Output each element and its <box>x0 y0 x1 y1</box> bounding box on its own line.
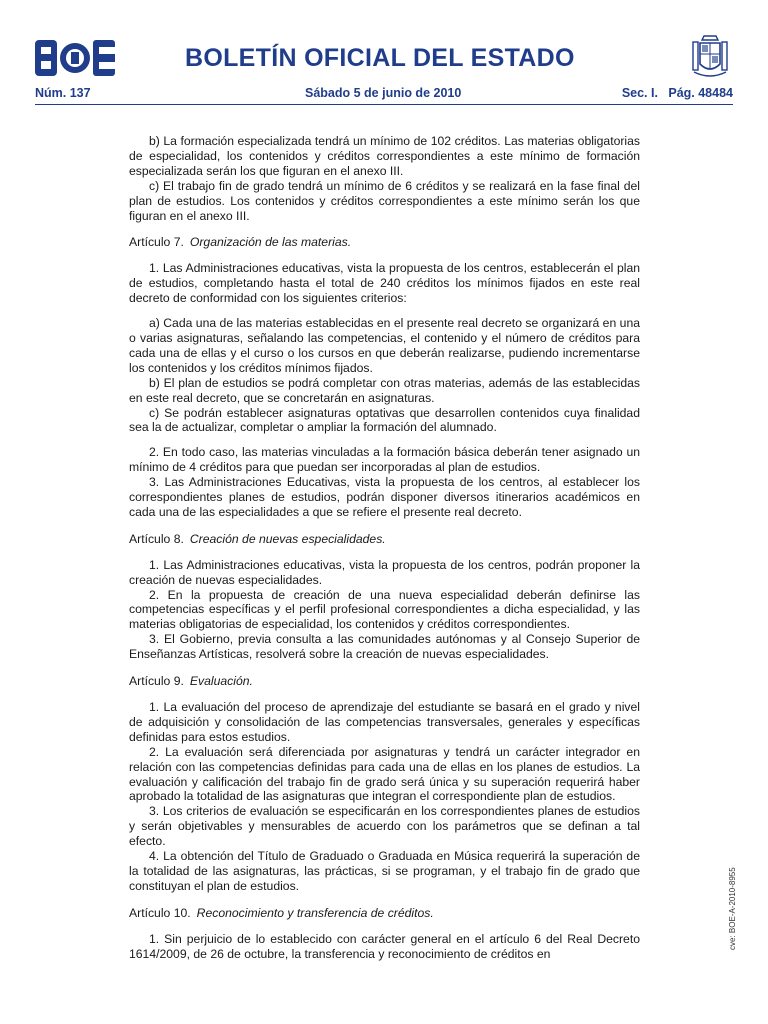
article-number: Artículo 8. <box>129 531 184 546</box>
article-heading <box>129 906 640 921</box>
article-title: Creación de nuevas especialidades. <box>189 531 386 546</box>
section-page: Sec. I. Pág. 48484 <box>621 86 733 100</box>
article-title: Evaluación. <box>189 674 253 689</box>
page-title: BOLETÍN OFICIAL DEL ESTADO <box>185 44 575 72</box>
paragraph: 2. En todo caso, las materias vinculadas a la formación básica deberán tener asignado un mínimo de 4 créditos para que puedan ser incorporadas al plan de estudios. <box>129 445 640 475</box>
paragraph: c) Se podrán establecer asignaturas optativas que desarrollen contenidos cuya finalidad sea la de actualizar, completar o ampliar la formación del alumnado. <box>129 405 640 435</box>
paragraph: 4. La obtención del Título de Graduado o Graduada en Música requerirá la superación de la totalidad de las asignaturas, las prácticas, si se programan, y el trabajo fin de grado que constituyan el plan de estudios. <box>129 849 640 893</box>
header-meta <box>35 86 733 104</box>
document-body <box>129 134 640 962</box>
article-number: Artículo 9. <box>129 674 184 689</box>
coat-of-arms-icon <box>690 34 730 80</box>
issue-date: Sábado 5 de junio de 2010 <box>305 86 462 100</box>
paragraph: b) El plan de estudios se podrá completar con otras materias, además de las establecidas en este real decreto, que se concretarán en asignaturas. <box>129 375 640 405</box>
article-heading <box>129 532 640 547</box>
paragraph: 2. La evaluación será diferenciada por asignaturas y tendrá un carácter integrador en relación con las competencias definidas para cada una de ellas en los planes de estudios. La evaluación y calificación del trabajo fin de grado será única y su superación requerirá haber aprobado la totalidad de las asignaturas que integran el correspondiente plan de estudios. <box>129 744 640 804</box>
paragraph: 1. Sin perjuicio de lo establecido con carácter general en el artículo 6 del Real Decreto 1614/2009, de 26 de octubre, la transferencia y reconocimiento de créditos en <box>129 931 640 961</box>
paragraph: 1. La evaluación del proceso de aprendizaje del estudiante se basará en el grado y nivel de adquisición y consolidación de las competencias transversales, generales y específicas definidas para estos estudios. <box>129 700 640 744</box>
article-number: Artículo 7. <box>129 235 184 250</box>
paragraph: a) Cada una de las materias establecidas en el presente real decreto se organizará en una o varias asignaturas, señalando las competencias, el contenido y el número de créditos para cada una de ellas y el curso o los cursos en que deberán realizarse, pudiendo incrementarse los contenidos y los créditos mínimos fijados. <box>129 316 640 375</box>
paragraph: 1. Las Administraciones educativas, vista la propuesta de los centros, establecerán el plan de estudios, completando hasta el total de 240 créditos los mínimos fijados en este real decreto de conformidad con los siguientes criterios: <box>129 261 640 306</box>
paragraph: 3. Los criterios de evaluación se especificarán en los correspondientes planes de estudios y serán objetivables y mensurables de acuerdo con los parámetros que se definan a tal efecto. <box>129 804 640 849</box>
paragraph: 1. Las Administraciones educativas, vista la propuesta de los centros, podrán proponer la creación de nuevas especialidades. <box>129 557 640 587</box>
article-heading <box>129 235 640 250</box>
article-heading <box>129 674 640 689</box>
paragraph: 3. El Gobierno, previa consulta a las comunidades autónomas y al Consejo Superior de Enseñanzas Artísticas, resolverá sobre la creación de nuevas especialidades. <box>129 632 640 662</box>
issue-number: Núm. 137 <box>35 86 91 100</box>
article-number: Artículo 10. <box>129 905 191 920</box>
paragraph: c) El trabajo fin de grado tendrá un mínimo de 6 créditos y se realizará en la fase final del plan de estudios. Los contenidos y créditos correspondientes a este mínimo serán los que figuran en el anexo III. <box>129 178 640 223</box>
header-rule <box>35 104 733 105</box>
article-title: Organización de las materias. <box>189 235 352 250</box>
boe-logo <box>35 40 115 76</box>
page-header <box>0 0 768 110</box>
paragraph: 2. En la propuesta de creación de una nueva especialidad deberán definirse las competencias específicas y el perfil profesional correspondientes a dicha especialidad, y las materias obligatorias de especialidad, los contenidos y créditos correspondientes. <box>129 587 640 632</box>
article-title: Reconocimiento y transferencia de créditos. <box>196 905 434 920</box>
cve-identifier: cve: BOE-A-2010-8955 <box>728 867 737 950</box>
paragraph: b) La formación especializada tendrá un mínimo de 102 créditos. Las materias obligatorias de especialidad, los contenidos y créditos correspondientes a este mínimo de formación especializada serán los que figuran en el anexo III. <box>129 134 640 178</box>
paragraph: 3. Las Administraciones Educativas, vista la propuesta de los centros, al establecer los correspondientes planes de estudios, podrán disponer diversos itinerarios académicos en cada una de las especialidades a que se refiere el presente real decreto. <box>129 475 640 519</box>
